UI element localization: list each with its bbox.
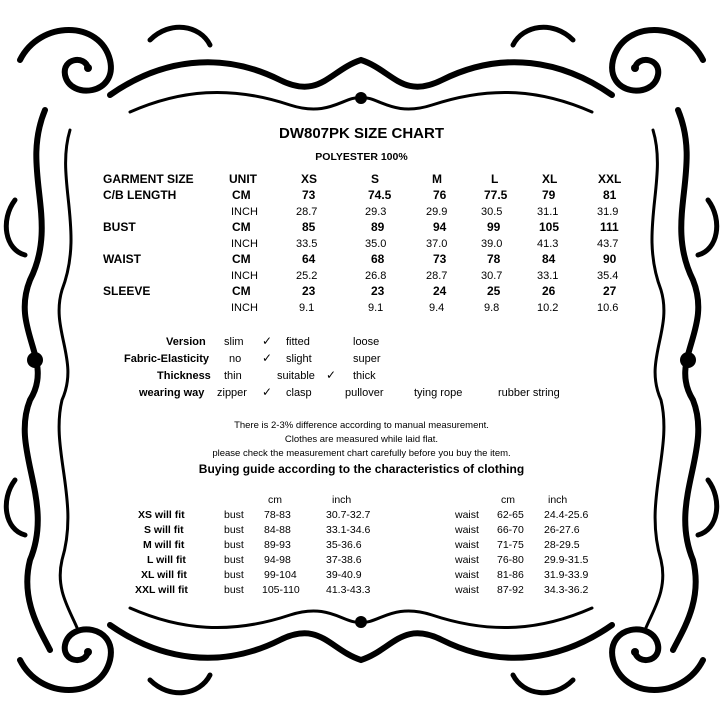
- guide-bust-inch: 33.1-34.6: [326, 524, 371, 536]
- unit-cm: CM: [232, 284, 251, 298]
- guide-row-label: M will fit: [143, 539, 185, 551]
- cell-value: 26: [542, 284, 556, 298]
- cell-value: 78: [487, 252, 501, 266]
- cell-value: 23: [302, 284, 316, 298]
- header-garment-size: GARMENT SIZE: [103, 172, 194, 186]
- option-choice: thin: [224, 370, 242, 382]
- note-check-chart: please check the measurement chart carefully before you buy the item.: [212, 448, 511, 459]
- option-choice: pullover: [345, 387, 384, 399]
- header-size-m: M: [432, 172, 442, 186]
- cell-value: 77.5: [484, 188, 508, 202]
- guide-bust-inch: 41.3-43.3: [326, 584, 371, 596]
- guide-waist-label: waist: [455, 509, 479, 521]
- cell-value: 24: [433, 284, 447, 298]
- option-label-version: Version: [166, 336, 206, 348]
- cell-value: 31.1: [537, 206, 559, 218]
- cell-value: 35.4: [597, 270, 619, 282]
- row-label-cb-length: C/B LENGTH: [103, 188, 177, 202]
- guide-bust-label: bust: [224, 554, 244, 566]
- cell-value: 76: [433, 188, 447, 202]
- option-label-wearing-way: wearing way: [139, 387, 205, 399]
- header-size-xxl: XXL: [598, 172, 622, 186]
- cell-value: 85: [302, 220, 316, 234]
- cell-value: 28.7: [426, 270, 448, 282]
- guide-bust-cm: 94-98: [264, 554, 291, 566]
- note-measurement-difference: There is 2-3% difference according to manual measurement.: [234, 420, 489, 431]
- chart-subtitle: POLYESTER 100%: [315, 151, 408, 163]
- cell-value: 29.3: [365, 206, 387, 218]
- row-label-waist: WAIST: [103, 252, 141, 266]
- option-choice: zipper: [217, 387, 247, 399]
- cell-value: 33.5: [296, 238, 318, 250]
- unit-inch: INCH: [231, 302, 258, 314]
- guide-waist-cm: 81-86: [497, 569, 524, 581]
- guide-bust-cm: 105-110: [262, 584, 300, 596]
- header-size-s: S: [371, 172, 380, 186]
- row-label-bust: BUST: [103, 220, 136, 234]
- option-label-fabric-elasticity: Fabric-Elasticity: [124, 353, 209, 365]
- guide-bust-label: bust: [224, 584, 244, 596]
- guide-bust-inch: 37-38.6: [326, 554, 362, 566]
- guide-bust-cm: 78-83: [264, 509, 291, 521]
- cell-value: 23: [371, 284, 385, 298]
- cell-value: 90: [603, 252, 617, 266]
- guide-bust-label: bust: [224, 509, 244, 521]
- guide-bust-label: bust: [224, 539, 244, 551]
- cell-value: 79: [542, 188, 556, 202]
- option-choice: suitable: [277, 370, 315, 382]
- guide-waist-label: waist: [455, 569, 479, 581]
- guide-row-label: XL will fit: [141, 569, 187, 581]
- cell-value: 99: [487, 220, 501, 234]
- check-icon: ✓: [262, 351, 273, 365]
- cell-value: 111: [600, 220, 619, 234]
- guide-col-cm: cm: [268, 494, 282, 506]
- guide-waist-inch: 31.9-33.9: [544, 569, 589, 581]
- guide-waist-label: waist: [455, 539, 479, 551]
- cell-value: 43.7: [597, 238, 619, 250]
- guide-waist-label: waist: [455, 524, 479, 536]
- cell-value: 31.9: [597, 206, 619, 218]
- cell-value: 74.5: [368, 188, 392, 202]
- header-unit: UNIT: [229, 172, 257, 186]
- guide-bust-cm: 84-88: [264, 524, 291, 536]
- guide-waist-cm: 66-70: [497, 524, 524, 536]
- cell-value: 39.0: [481, 238, 503, 250]
- check-icon: ✓: [262, 385, 273, 399]
- option-label-thickness: Thickness: [157, 370, 211, 382]
- cell-value: 30.5: [481, 206, 503, 218]
- guide-waist-inch: 29.9-31.5: [544, 554, 589, 566]
- guide-bust-label: bust: [224, 569, 244, 581]
- cell-value: 33.1: [537, 270, 559, 282]
- guide-bust-cm: 99-104: [264, 569, 297, 581]
- cell-value: 64: [302, 252, 316, 266]
- unit-inch: INCH: [231, 270, 258, 282]
- guide-waist-inch: 34.3-36.2: [544, 584, 589, 596]
- guide-bust-label: bust: [224, 524, 244, 536]
- guide-bust-inch: 39-40.9: [326, 569, 362, 581]
- chart-title: DW807PK SIZE CHART: [278, 125, 445, 142]
- cell-value: 9.8: [484, 302, 500, 314]
- cell-value: 10.2: [537, 302, 559, 314]
- unit-cm: CM: [232, 220, 251, 234]
- guide-row-label: XXL will fit: [135, 584, 188, 596]
- guide-title: Buying guide according to the characteristics of clothing: [198, 462, 525, 476]
- row-label-sleeve: SLEEVE: [103, 284, 151, 298]
- guide-bust-cm: 89-93: [264, 539, 291, 551]
- note-laid-flat: Clothes are measured while laid flat.: [284, 434, 439, 445]
- cell-value: 89: [371, 220, 385, 234]
- unit-inch: INCH: [231, 238, 258, 250]
- guide-bust-inch: 30.7-32.7: [326, 509, 371, 521]
- cell-value: 41.3: [537, 238, 559, 250]
- header-size-l: L: [491, 172, 499, 186]
- cell-value: 10.6: [597, 302, 619, 314]
- cell-value: 26.8: [365, 270, 387, 282]
- cell-value: 25.2: [296, 270, 318, 282]
- unit-inch: INCH: [231, 206, 258, 218]
- guide-col-inch: inch: [332, 494, 352, 506]
- cell-value: 9.1: [299, 302, 315, 314]
- check-icon: ✓: [262, 334, 273, 348]
- guide-waist-label: waist: [455, 554, 479, 566]
- option-choice: fitted: [286, 336, 310, 348]
- option-choice: slim: [224, 336, 244, 348]
- option-choice: thick: [353, 370, 376, 382]
- cell-value: 73: [302, 188, 316, 202]
- cell-value: 68: [371, 252, 385, 266]
- header-size-xs: XS: [301, 172, 318, 186]
- option-choice: super: [353, 353, 381, 365]
- cell-value: 73: [433, 252, 447, 266]
- option-choice: no: [229, 353, 242, 365]
- guide-waist-cm: 76-80: [497, 554, 524, 566]
- cell-value: 105: [539, 220, 560, 234]
- guide-waist-inch: 28-29.5: [544, 539, 580, 551]
- option-choice: tying rope: [414, 387, 463, 399]
- guide-waist-inch: 26-27.6: [544, 524, 580, 536]
- cell-value: 84: [542, 252, 556, 266]
- cell-value: 37.0: [426, 238, 448, 250]
- check-icon: ✓: [326, 368, 337, 382]
- guide-row-label: S will fit: [144, 524, 184, 536]
- guide-bust-inch: 35-36.6: [326, 539, 362, 551]
- unit-cm: CM: [232, 188, 251, 202]
- guide-waist-cm: 71-75: [497, 539, 524, 551]
- option-choice: slight: [286, 353, 312, 365]
- option-choice: clasp: [286, 387, 312, 399]
- option-choice: loose: [353, 336, 380, 348]
- cell-value: 9.4: [429, 302, 445, 314]
- guide-col-inch: inch: [548, 494, 568, 506]
- cell-value: 35.0: [365, 238, 387, 250]
- cell-value: 30.7: [481, 270, 503, 282]
- guide-waist-cm: 87-92: [497, 584, 524, 596]
- guide-col-cm: cm: [501, 494, 515, 506]
- cell-value: 94: [433, 220, 447, 234]
- cell-value: 25: [487, 284, 501, 298]
- guide-row-label: L will fit: [147, 554, 186, 566]
- cell-value: 9.1: [368, 302, 384, 314]
- guide-row-label: XS will fit: [138, 509, 185, 521]
- header-size-xl: XL: [542, 172, 558, 186]
- option-choice: rubber string: [498, 387, 560, 399]
- guide-waist-label: waist: [455, 584, 479, 596]
- unit-cm: CM: [232, 252, 251, 266]
- guide-waist-cm: 62-65: [497, 509, 524, 521]
- guide-waist-inch: 24.4-25.6: [544, 509, 589, 521]
- cell-value: 29.9: [426, 206, 448, 218]
- cell-value: 28.7: [296, 206, 318, 218]
- cell-value: 27: [603, 284, 617, 298]
- cell-value: 81: [603, 188, 617, 202]
